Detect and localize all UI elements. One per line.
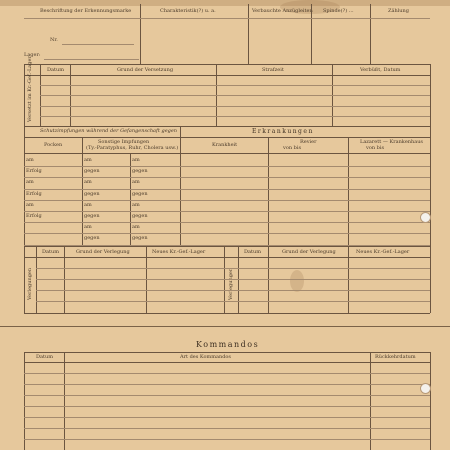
impfung-cell[interactable]: am	[84, 157, 92, 163]
table-border	[24, 126, 25, 246]
row-rule	[24, 177, 430, 178]
header-rule	[140, 18, 430, 19]
col-verbuesst: Verbüßt, Datum	[360, 67, 401, 73]
row-rule	[24, 233, 430, 234]
table-border	[430, 352, 431, 450]
row-rule	[24, 373, 430, 374]
impfung-cell[interactable]: am	[26, 157, 34, 163]
impfung-cell[interactable]: am	[84, 201, 92, 208]
nr-field-line[interactable]	[62, 44, 134, 45]
versetzt-vertical-label: Versetzt im Kr.-Gef.-Lager	[27, 56, 33, 122]
impfung-cell[interactable]: am	[132, 157, 140, 163]
header-row-rule	[24, 257, 430, 258]
impfung-cell[interactable]: Erfolg	[26, 190, 42, 197]
fold-line	[0, 326, 450, 327]
verlegungen-left-vertical: Verlegungen	[27, 267, 33, 300]
table-border	[268, 137, 269, 246]
col-revier-sub: von bis	[283, 145, 302, 151]
verl-col-datum: Datum	[42, 249, 59, 255]
verl-col-neues: Neues Kr.-Gef.-Lager	[152, 249, 206, 255]
divider	[248, 4, 249, 64]
impfung-cell[interactable]: am	[132, 224, 140, 231]
row-rule	[24, 428, 430, 429]
header-row-rule	[24, 75, 430, 76]
row-rule	[24, 384, 430, 385]
impfung-cell[interactable]: gegen	[132, 235, 148, 242]
verl-col-datum-2: Datum	[244, 249, 261, 255]
section-rule	[24, 137, 430, 138]
table-border	[348, 137, 349, 246]
table-border	[82, 137, 83, 246]
verl-col-grund-2: Grund der Verlegung	[282, 249, 336, 255]
table-border	[430, 126, 431, 246]
kommandos-title: Kommandos	[196, 340, 260, 349]
row-rule	[24, 211, 430, 212]
col-krankheit: Krankheit	[212, 142, 238, 148]
impfung-cell[interactable]: am	[84, 179, 92, 186]
row-rule	[24, 166, 430, 167]
col-strafzeit: Strafzeit	[262, 67, 284, 73]
spalte-header: Spinde(?) ...	[323, 8, 354, 14]
table-border	[24, 64, 25, 126]
impfung-cell[interactable]: gegen	[132, 190, 148, 197]
impfung-cell[interactable]: am	[84, 224, 92, 231]
col-datum: Datum	[47, 67, 64, 73]
verbrauchte-header: Verbauchte Anzügleiten	[252, 8, 313, 14]
lager-field-line[interactable]	[44, 59, 139, 60]
row-rule	[24, 395, 430, 396]
punch-hole	[420, 212, 431, 223]
divider	[311, 4, 312, 64]
row-rule	[24, 222, 430, 223]
divider	[140, 4, 141, 64]
impfung-cell[interactable]: am	[26, 179, 34, 186]
punch-hole	[420, 383, 431, 394]
lager-label: Lager:	[24, 52, 41, 58]
row-rule	[36, 301, 430, 302]
impfung-title: Schutzimpfungen während der Gefangenschaft gegen	[40, 128, 178, 134]
col-lazarett-sub: von bis	[366, 145, 385, 151]
row-rule	[24, 200, 430, 201]
verl-col-grund: Grund der Verlegung	[76, 249, 130, 255]
impfung-cell[interactable]: gegen	[84, 235, 100, 242]
impfung-cell[interactable]: gegen	[132, 213, 148, 219]
col-sonstige-sub: (Ty.-Paratyphus, Ruhr, Cholera usw.)	[86, 145, 179, 151]
charakteristik-header: Charakteristik(?) u. a.	[160, 8, 216, 14]
komm-col-datum: Datum	[36, 354, 53, 360]
impfung-cell[interactable]: Erfolg	[26, 168, 42, 175]
impfung-cell[interactable]: am	[132, 179, 140, 186]
col-revier: Revier	[300, 139, 317, 145]
erkrankungen-title: Erkrankungen	[252, 128, 314, 135]
impfung-cell[interactable]: gegen	[84, 190, 100, 197]
torn-top-edge	[0, 0, 450, 6]
verl-col-neues-2: Neues Kr.-Gef.-Lager	[356, 249, 410, 255]
komm-col-art: Art des Kommandos	[180, 354, 231, 360]
divider	[370, 4, 371, 64]
row-rule	[40, 116, 430, 117]
beschriftung-label: Beschriftung der Erkennungsmarke	[40, 8, 132, 14]
row-rule	[24, 189, 430, 190]
col-lazarett: Lazarett — Krankenhaus	[360, 139, 423, 145]
verlegungen-right-vertical: Verlegungen	[228, 267, 234, 300]
table-border	[430, 64, 431, 126]
col-sonstige: Sonstige Impfungen	[98, 139, 150, 145]
table-border	[64, 352, 65, 450]
section-rule	[24, 126, 430, 127]
nr-label: Nr.	[50, 37, 58, 43]
row-rule	[36, 268, 430, 269]
impfung-cell[interactable]: am	[26, 201, 34, 208]
table-border	[24, 246, 25, 313]
impfung-cell[interactable]: am	[132, 201, 140, 208]
stain-mark	[290, 270, 304, 292]
row-rule	[40, 85, 430, 86]
komm-col-rueckkehr: Rückkehrdatum	[375, 354, 416, 360]
row-rule	[40, 95, 430, 96]
row-rule	[36, 279, 430, 280]
col-pocken: Pocken	[44, 142, 63, 148]
zahlung-header: Zählung	[388, 8, 409, 14]
section-rule	[24, 313, 430, 314]
impfung-cell[interactable]: gegen	[84, 213, 100, 219]
row-rule	[24, 439, 430, 440]
row-rule	[24, 417, 430, 418]
table-border	[370, 352, 371, 450]
row-rule	[36, 290, 430, 291]
header-row-rule	[24, 153, 430, 154]
row-rule	[24, 406, 430, 407]
col-grund: Grund der Versetzung	[117, 67, 174, 73]
impfung-cell[interactable]: Erfolg	[26, 213, 42, 219]
table-border	[24, 352, 25, 450]
table-border	[180, 126, 181, 246]
impfung-cell[interactable]: gegen	[84, 168, 100, 175]
header-rule	[24, 18, 140, 19]
row-rule	[40, 106, 430, 107]
section-rule	[24, 246, 430, 247]
impfung-cell[interactable]: gegen	[132, 168, 148, 175]
section-rule	[24, 64, 430, 65]
table-border	[430, 246, 431, 313]
